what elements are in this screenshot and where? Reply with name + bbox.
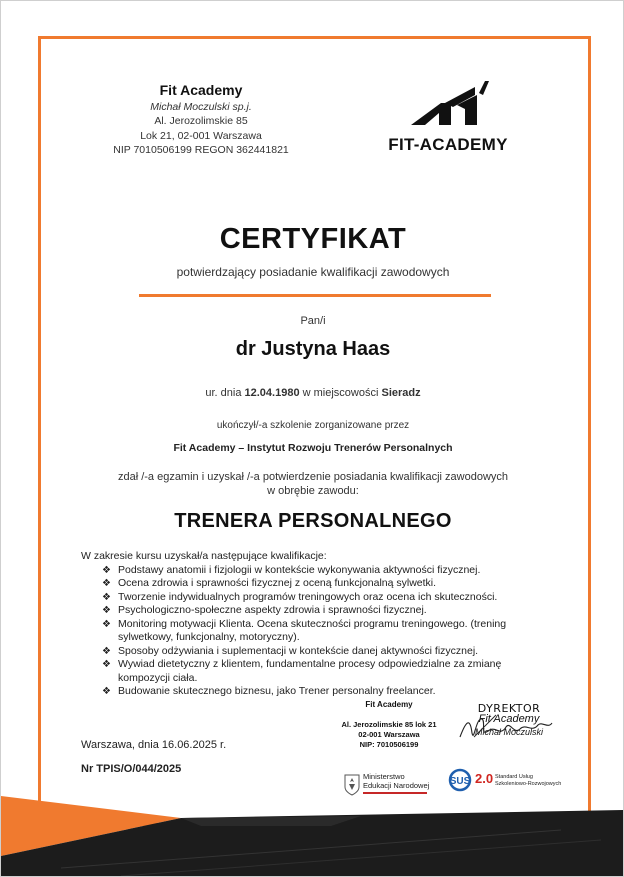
skill-item (81, 591, 531, 605)
birth-place: Sieradz (381, 387, 421, 399)
skill-text: Psychologiczno-społeczne aspekty zdrowia i sprawności fizycznej. (118, 604, 427, 616)
exam-line-2: w obrębie zawodu: (267, 485, 359, 497)
ministry-line-1: Ministerstwo (363, 772, 405, 781)
diamond-bullet-icon: ❖ (102, 591, 111, 603)
diamond-bullet-icon: ❖ (102, 578, 111, 589)
certificate-title: CERTYFIKAT (219, 223, 407, 255)
skills-list (81, 564, 531, 699)
certificate-subtitle: potwierdzający posiadanie kwalifikacji zawodowych (176, 265, 450, 279)
skill-text: Podstawy anatomii i fizjologii w kontekście wykonywania aktywności fizycznej. (118, 563, 481, 576)
issuer-owner: Michał Moczulski sp.j. (150, 100, 252, 113)
stamp-name: Fit Academy (365, 700, 413, 709)
skill-item (81, 645, 531, 659)
skill-item (81, 564, 531, 578)
diamond-bullet-icon: ❖ (102, 564, 111, 576)
director-company: Fit Academy (478, 713, 540, 725)
born-middle: w miejscowości (299, 387, 382, 399)
completed-text: ukończył/-a szkolenie zorganizowane przez (216, 420, 410, 431)
ministry-underline (363, 792, 427, 794)
certificate-number: Nr TPIS/O/044/2025 (81, 763, 182, 775)
exam-text (1, 470, 624, 498)
company-stamp (334, 700, 444, 750)
skill-text: Budowanie skutecznego biznesu, jako Trener personalny freelancer. (118, 685, 436, 697)
sus-label (495, 774, 575, 788)
skill-text: Sposoby odżywiania i suplementacji w kontekście danej aktywności fizycznej. (118, 644, 479, 657)
skill-item (81, 685, 531, 699)
diamond-bullet-icon: ❖ (102, 618, 111, 630)
ministry-label (363, 772, 429, 790)
skill-item (81, 618, 531, 645)
skills-section (81, 550, 531, 699)
title-divider (139, 294, 491, 297)
director-name: Michał Moczulski (474, 727, 543, 737)
issuer-ids: NIP 7010506199 REGON 362441821 (113, 144, 289, 156)
exam-line-1: zdał /-a egzamin i uzyskał /-a potwierdzenie posiadania kwalifikacji zawodowych (117, 471, 509, 483)
issue-date: Warszawa, dnia 16.06.2025 r. (81, 739, 227, 751)
diamond-bullet-icon: ❖ (102, 605, 111, 616)
profession-title: TRENERA PERSONALNEGO (174, 510, 452, 532)
issuer-name: Fit Academy (159, 82, 243, 98)
institute-name: Fit Academy – Instytut Rozwoju Trenerów Personalnych (173, 442, 453, 454)
stamp-line-3: NIP: 7010506199 (359, 740, 419, 749)
issuer-street: Al. Jerozolimskie 85 (154, 115, 248, 127)
skill-item (81, 658, 531, 685)
issuer-block (96, 83, 306, 158)
sus-line-2: Szkoleniowo-Rozwojowych (495, 781, 562, 787)
born-prefix: ur. dnia (205, 387, 245, 399)
logo-text: FIT-ACADEMY (388, 135, 508, 154)
diamond-bullet-icon: ❖ (102, 659, 111, 670)
skill-text: Wywiad dietetyczny z klientem, fundamentalne procesy odpowiedzialne za zmianę kompozycji ciała. (118, 658, 502, 684)
sus-version: 2.0 (475, 771, 494, 786)
decorative-bottom-band (1, 796, 624, 877)
diamond-bullet-icon: ❖ (102, 645, 111, 657)
birth-date: 12.04.1980 (244, 387, 300, 399)
birth-info (1, 387, 624, 399)
diamond-bullet-icon: ❖ (102, 686, 111, 697)
director-title: DYREKTOR (477, 702, 541, 715)
skills-intro: W zakresie kursu uzyskał/a następujące kwalifikacje: (81, 550, 327, 562)
svg-text:SUS: SUS (449, 776, 471, 787)
skill-item (81, 604, 531, 618)
skill-item (81, 577, 531, 591)
skill-text: Ocena zdrowia i sprawności fizycznej z oceną funkcjonalną sylwetki. (118, 577, 437, 589)
skill-text: Tworzenie indywidualnych programów treningowych oraz ocena ich skuteczności. (118, 590, 498, 603)
skill-text: Monitoring motywacji Klienta. Ocena skuteczności programu treningowego. (trening sylwetkowy, funkcjonalny, motoryczny). (118, 617, 507, 643)
ministry-line-2: Edukacji Narodowej (363, 781, 430, 790)
holder-name: dr Justyna Haas (235, 338, 391, 360)
salutation: Pan/i (300, 315, 326, 327)
stamp-line-2: 02-001 Warszawa (358, 730, 420, 739)
sus-line-1: Standard Usług (495, 774, 533, 780)
signature-icon (456, 707, 556, 747)
stamp-line-1: Al. Jerozolimskie 85 lok 21 (341, 720, 437, 729)
issuer-city: Lok 21, 02-001 Warszawa (140, 129, 262, 142)
